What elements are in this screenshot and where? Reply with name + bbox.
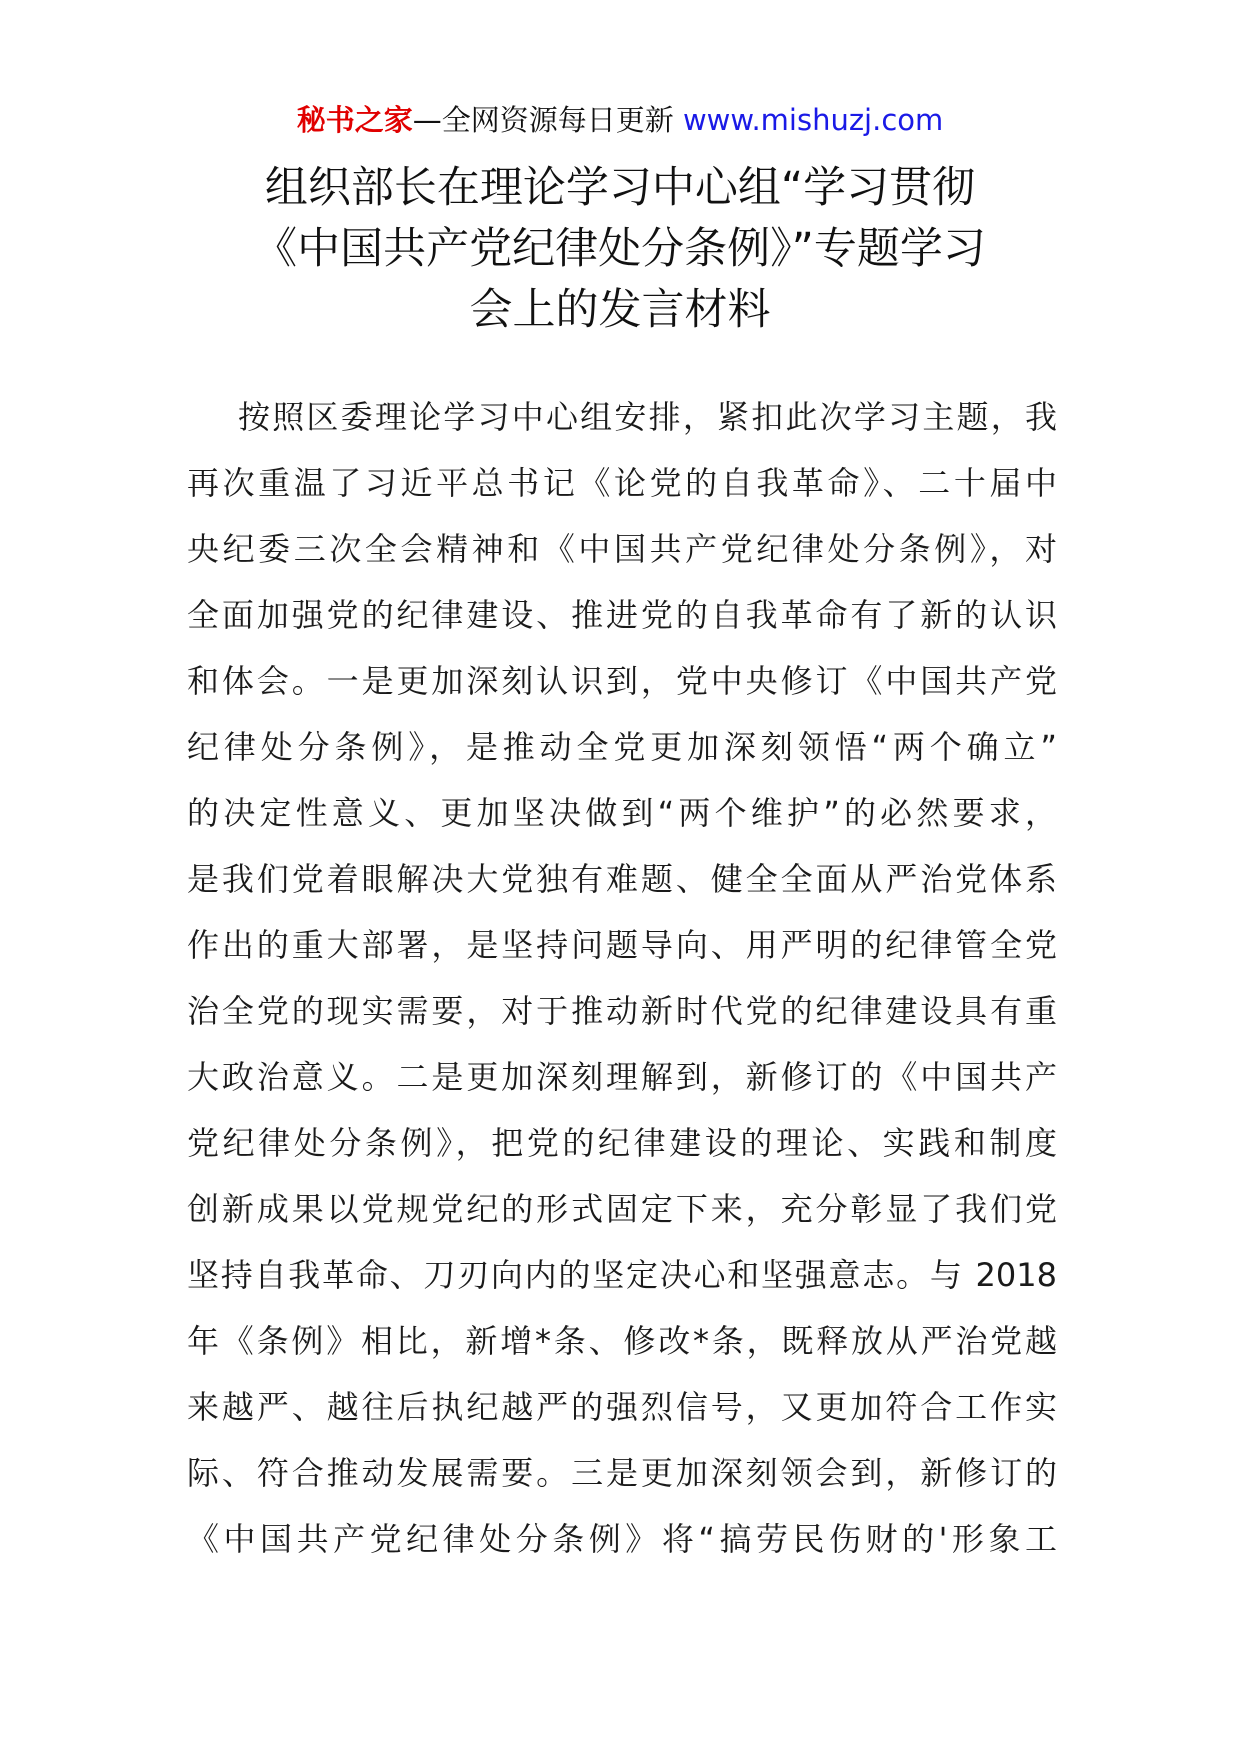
body-line: 是我们党着眼解决大党独有难题、健全全面从严治党体系 — [187, 860, 1057, 898]
body-line: 年《条例》相比，新增*条、修改*条，既释放从严治党越 — [187, 1322, 1057, 1360]
body-line: 党纪律处分条例》，把党的纪律建设的理论、实践和制度 — [187, 1124, 1057, 1162]
document-title — [180, 158, 1060, 341]
title-line: 《中国共产党纪律处分条例》”专题学习 — [254, 224, 986, 274]
body-line: 大政治意义。二是更加深刻理解到，新修订的《中国共产 — [187, 1058, 1057, 1096]
body-line: 和体会。一是更加深刻认识到，党中央修订《中国共产党 — [187, 662, 1057, 700]
site-brand: 秘书之家 — [296, 103, 413, 137]
body-line: 的决定性意义、更加坚决做到“两个维护”的必然要求， — [187, 794, 1057, 832]
body-line: 《中国共产党纪律处分条例》将“搞劳民伤财的'形象工 — [187, 1520, 1057, 1558]
body-line: 创新成果以党规党纪的形式固定下来，充分彰显了我们党 — [187, 1190, 1057, 1228]
body-line: 来越严、越往后执纪越严的强烈信号，又更加符合工作实 — [187, 1388, 1057, 1426]
site-header — [0, 100, 1240, 140]
site-url-link[interactable]: www.mishuzj.com — [682, 103, 944, 137]
body-line: 纪律处分条例》，是推动全党更加深刻领悟“两个确立” — [187, 728, 1057, 766]
body-line: 央纪委三次全会精神和《中国共产党纪律处分条例》，对 — [187, 530, 1057, 568]
body-line: 按照区委理论学习中心组安排，紧扣此次学习主题，我 — [238, 398, 1057, 436]
body-line: 再次重温了习近平总书记《论党的自我革命》、二十届中 — [187, 464, 1057, 502]
body-line: 坚持自我革命、刀刃向内的坚定决心和坚强意志。与 2018 — [187, 1256, 1057, 1294]
title-line: 组织部长在理论学习中心组“学习贯彻 — [264, 163, 976, 213]
site-tagline: —全网资源每日更新 — [412, 103, 674, 137]
document-body — [187, 384, 1057, 1572]
body-line: 全面加强党的纪律建设、推进党的自我革命有了新的认识 — [187, 596, 1057, 634]
body-line: 作出的重大部署，是坚持问题导向、用严明的纪律管全党 — [187, 926, 1057, 964]
body-line: 治全党的现实需要，对于推动新时代党的纪律建设具有重 — [187, 992, 1057, 1030]
title-line: 会上的发言材料 — [469, 285, 771, 335]
body-line: 际、符合推动发展需要。三是更加深刻领会到，新修订的 — [187, 1454, 1057, 1492]
